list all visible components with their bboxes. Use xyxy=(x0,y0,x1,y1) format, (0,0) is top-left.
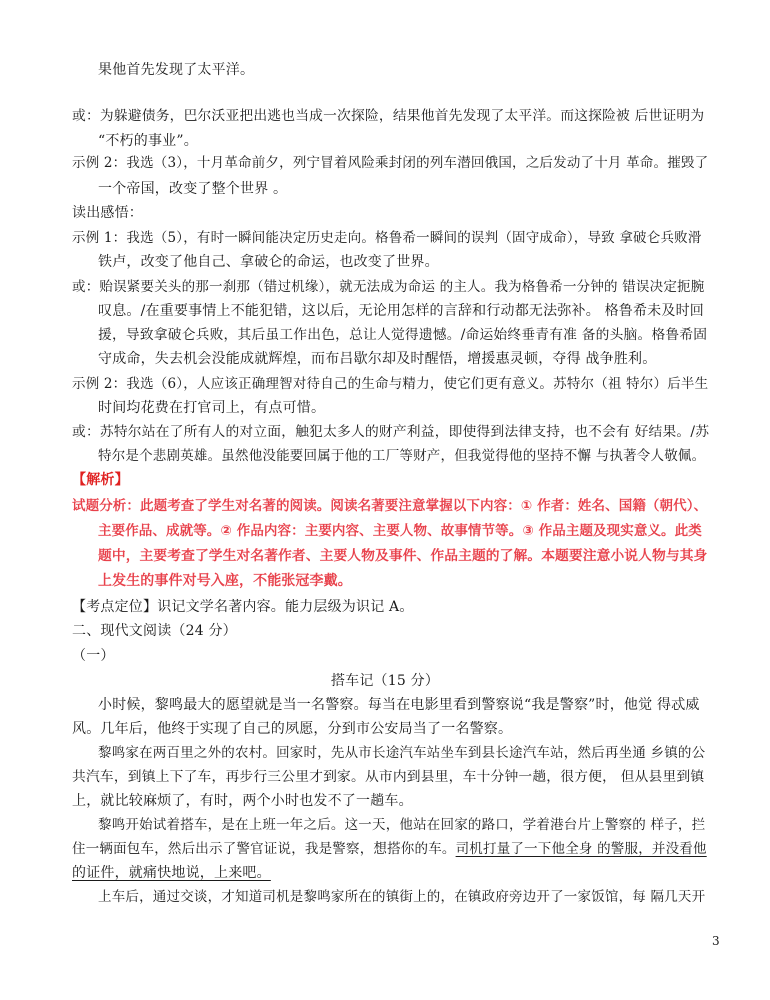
underlined-text: 的证件，就痛快地说，上来吧。 xyxy=(72,865,271,881)
kaodian-line: 【考点定位】识记文学名著内容。能力层级为识记 A。 xyxy=(72,599,414,615)
section-heading: 二、现代文阅读（24 分） xyxy=(72,623,237,639)
story-line: 小时候，黎鸣最大的愿望就是当一名警察。每当在电影里看到警察说“我是警察”时，他觉 得忒威 xyxy=(98,697,700,713)
text-line: 时间均花费在打官司上，有点可惜。 xyxy=(98,400,326,416)
text-line: 叹息。/在重要事情上不能犯错，这以后，无论用怎样的言辞和行动都无法弥补。 格鲁希未及时回 xyxy=(98,303,704,319)
text-line: 铁卢，改变了他自己、拿破仑的命运，也改变了世界。 xyxy=(98,254,439,270)
underlined-text: 司机打量了一下他全身 的警服，并没看他 xyxy=(455,841,707,857)
text-line: 援，导致拿破仑兵败，其后虽工作出色，总让人觉得遗憾。/命运始终垂青有准 备的头脑。格鲁希固 xyxy=(98,327,708,343)
text-line: 读出感悟： xyxy=(72,205,143,221)
story-line: 共汽车，到镇上下了车，再步行三公里才到家。从市内到县里，车十分钟一趟，很方便， 但从县里到镇 xyxy=(72,769,705,785)
text-line: 或：苏特尔站在了所有人的对立面，触犯太多人的财产利益，即使得到法律支持，也不会有 好结果。/苏 xyxy=(72,424,710,440)
story-title: 搭车记（15 分） xyxy=(330,673,440,689)
analysis-line: 试题分析：此题考查了学生对名著的阅读。阅读名著要注意掌握以下内容：① 作者：姓名、国籍（朝代）、 xyxy=(72,498,708,514)
text-line: 或：贻误紧要关头的那一刹那（错过机缘），就无法成为命运 的主人。我为格鲁希一分钟的 错误决定扼腕 xyxy=(72,279,705,295)
text-line: 守成命，失去机会没能成就辉煌，而布吕歇尔却及时醒悟，增援惠灵顿，夺得 战争胜利。 xyxy=(98,351,657,367)
page-number: 3 xyxy=(712,934,720,948)
text-line: 果他首先发现了太平洋。 xyxy=(98,62,255,78)
text-line: 特尔是个悲剧英雄。虽然他没能要回属于他的工厂等财产，但我觉得他的坚持不懈 与执著令人敬佩。 xyxy=(98,448,706,464)
text-line: 示例 2：我选（3），十月革命前夕，列宁冒着风险乘封闭的列车潜回俄国，之后发动了十月 革命。摧毁了 xyxy=(72,155,709,171)
analysis-line: 上发生的事件对号入座，不能张冠李戴。 xyxy=(98,573,352,589)
analysis-line: 主要作品、成就等。② 作品内容：主要内容、主要人物、故事情节等。③ 作品主题及现实意义。此类 xyxy=(98,523,702,539)
text-line: 示例 1：我选（5），有时一瞬间能决定历史走向。格鲁希一瞬间的误判（固守成命），导致 拿破仑兵败滑 xyxy=(72,230,702,246)
story-line: 风。几年后，他终于实现了自己的夙愿，分到市公安局当了一名警察。 xyxy=(72,721,513,737)
analysis-line: 题中，主要考查了学生对名著作者、主要人物及事件、作品主题的了解。本题要注意小说人物与其身 xyxy=(98,548,708,564)
text-line: 一个帝国，改变了整个世界 。 xyxy=(98,181,288,197)
story-text: 住一辆面包车，然后出示了警官证说，我是警察，想搭你的车。 xyxy=(72,841,456,857)
story-line: 上车后，通过交谈，才知道司机是黎鸣家所在的镇街上的，在镇政府旁边开了一家饭馆，每 隔几天开 xyxy=(98,889,706,905)
story-line: 黎鸣开始试着搭车，是在上班一年之后。这一天，他站在回家的路口，学着港台片上警察的 样子，拦 xyxy=(98,817,706,833)
text-line: 示例 2：我选（6），人应该正确理智对待自己的生命与精力，使它们更有意义。苏特尔（祖 特尔）后半生 xyxy=(72,376,709,392)
text-line: 或：为躲避债务，巴尔沃亚把出逃也当成一次探险，结果他首先发现了太平洋。而这探险被 后世证明为 xyxy=(72,108,705,124)
sub-heading: （一） xyxy=(72,648,115,664)
story-line: 上，就比较麻烦了，有时，两个小时也发不了一趟车。 xyxy=(72,793,413,809)
analysis-tag: 【解析】 xyxy=(72,472,129,488)
story-line xyxy=(72,839,707,859)
story-line: 黎鸣家在两百里之外的农村。回家时，先从市长途汽车站坐车到县长途汽车站，然后再坐通 乡镇的公 xyxy=(98,745,706,761)
text-line: “不朽的事业”。 xyxy=(98,133,198,149)
